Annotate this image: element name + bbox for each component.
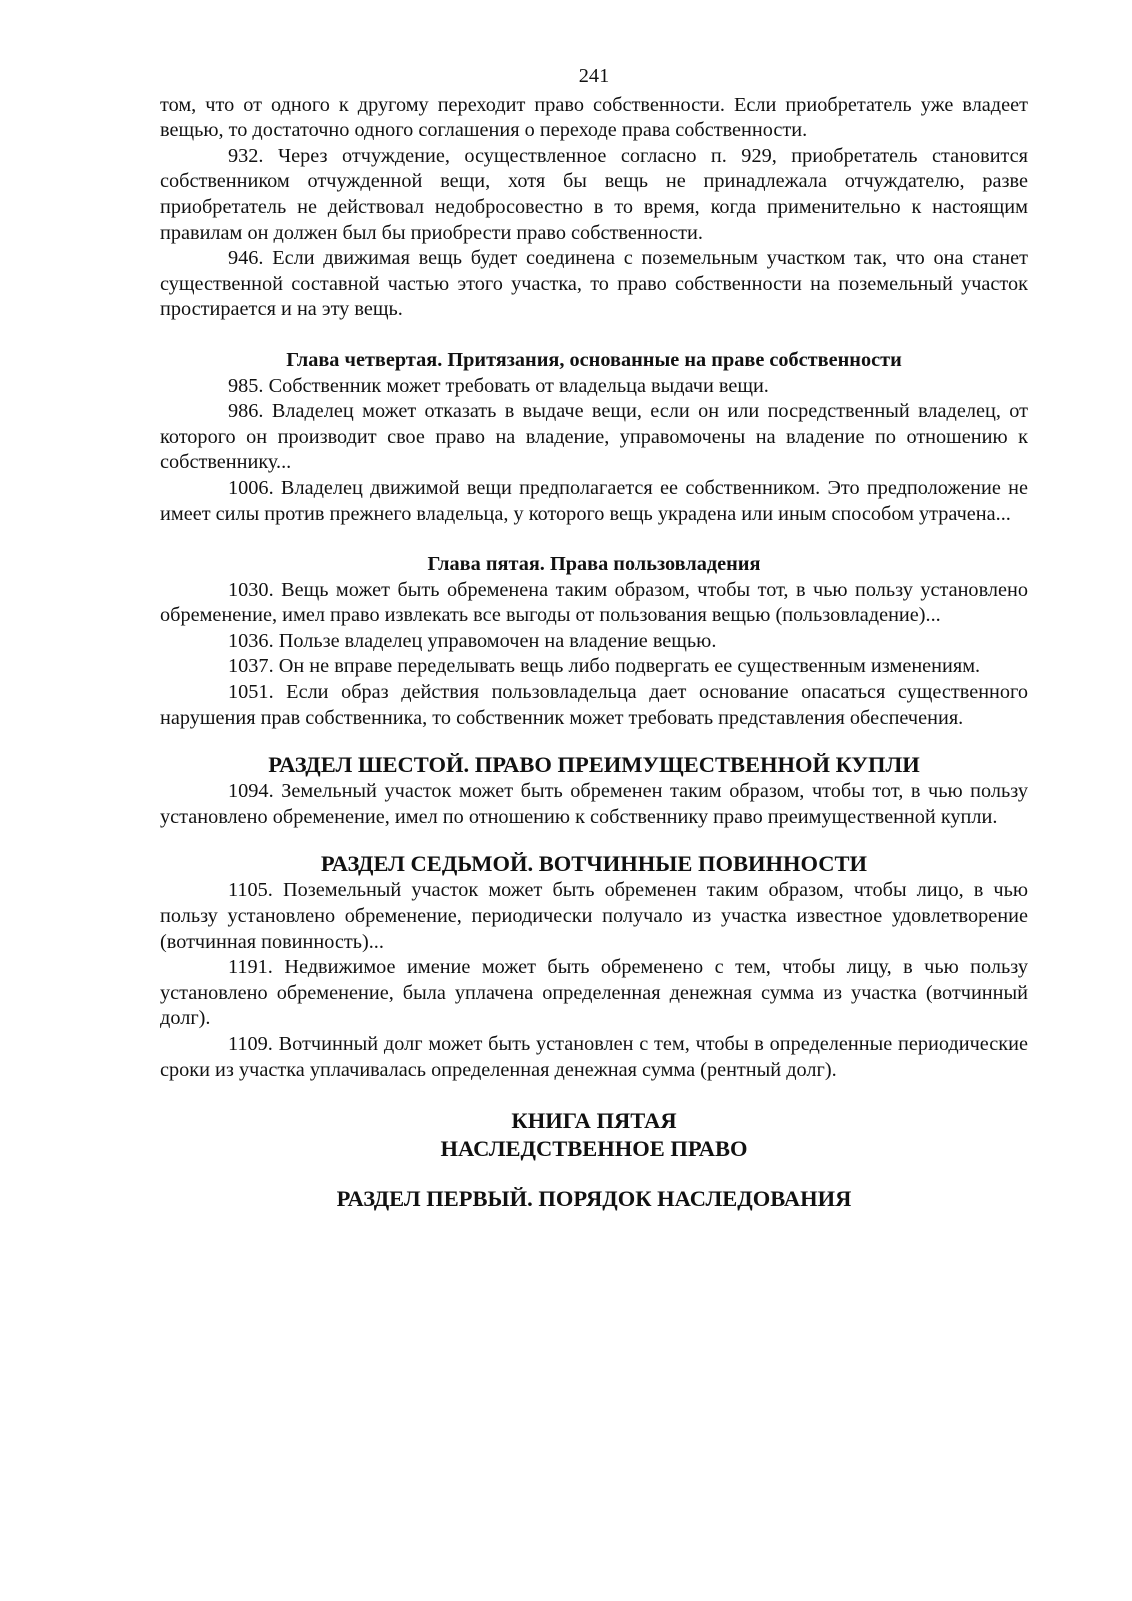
paragraph-1109: 1109. Вотчинный долг может быть установлен с тем, чтобы в определенные периодические сроки из участка уплачивалась определенная денежная сумма (рентный долг). [160, 1033, 1028, 1081]
paragraph-1037: 1037. Он не вправе переделывать вещь либо подвергать ее существенным изменениям. [228, 655, 981, 678]
paragraph-1051: 1051. Если образ действия пользовладельца дает основание опасаться существенного нарушения прав собственника, то собственник может требовать представления обеспечения. [160, 681, 1028, 729]
page-number: 241 [578, 65, 610, 87]
section-seven-heading: РАЗДЕЛ СЕДЬМОЙ. ВОТЧИННЫЕ ПОВИННОСТИ [320, 851, 868, 877]
paragraph-1036: 1036. Пользе владелец управомочен на владение вещью. [228, 629, 717, 652]
book-five-subtitle: НАСЛЕДСТВЕННОЕ ПРАВО [440, 1136, 748, 1162]
paragraph-1105: 1105. Поземельный участок может быть обременен таким образом, чтобы лицо, в чью пользу установлено обременение, периодически получало из участка известное удовлетворение (вотчинная повинность)... [160, 879, 1028, 953]
paragraph-1094: 1094. Земельный участок может быть обременен таким образом, чтобы тот, в чью пользу установлено обременение, имел по отношению к собственнику право преимущественной купли. [160, 780, 1028, 828]
paragraph-986: 986. Владелец может отказать в выдаче вещи, если он или посредственный владелец, от которого он производит свое право на владение, управомочены на владение по отношению к собственнику... [160, 400, 1028, 474]
book-five-section-one-heading: РАЗДЕЛ ПЕРВЫЙ. ПОРЯДОК НАСЛЕДОВАНИЯ [336, 1186, 852, 1212]
paragraph-932: 932. Через отчуждение, осуществленное согласно п. 929, приобретатель становится собственником отчужденной вещи, хотя бы вещь не принадлежала отчуждателю, разве приобретатель не действовал недобросовестно в то время, когда применительно к настоящим правилам он должен был бы приобрести право собственности. [160, 144, 1028, 244]
chapter-five-heading: Глава пятая. Права пользовладения [427, 553, 761, 576]
paragraph-1030: 1030. Вещь может быть обременена таким образом, чтобы тот, в чью пользу установлено обременение, имел право извлекать все выгоды от пользования вещью (пользовладение)... [160, 578, 1028, 627]
paragraph-continuation: том, что от одного к другому переходит право собственности. Если приобретатель уже владеет вещью, то достаточно одного соглашения о переходе права собственности. [160, 93, 1028, 142]
document-page [160, 64, 1028, 1213]
paragraph-985: 985. Собственник может требовать от владельца выдачи вещи. [228, 374, 769, 397]
book-five-title: КНИГА ПЯТАЯ [511, 1108, 677, 1134]
section-six-heading: РАЗДЕЛ ШЕСТОЙ. ПРАВО ПРЕИМУЩЕСТВЕННОЙ КУПЛИ [268, 752, 920, 778]
paragraph-1006: 1006. Владелец движимой вещи предполагается ее собственником. Это предположение не имеет силы против прежнего владельца, у которого вещь украдена или иным способом утрачена... [160, 476, 1028, 525]
paragraph-1191: 1191. Недвижимое имение может быть обременено с тем, чтобы лицу, в чью пользу установлено обременение, была уплачена определенная денежная сумма из участка (вотчинный долг). [160, 956, 1028, 1030]
chapter-four-heading: Глава четвертая. Притязания, основанные на праве собственности [286, 348, 902, 371]
paragraph-946: 946. Если движимая вещь будет соединена с поземельным участком так, что она станет существенной составной частью этого участка, то право собственности на поземельный участок простирается и на эту вещь. [160, 247, 1028, 321]
